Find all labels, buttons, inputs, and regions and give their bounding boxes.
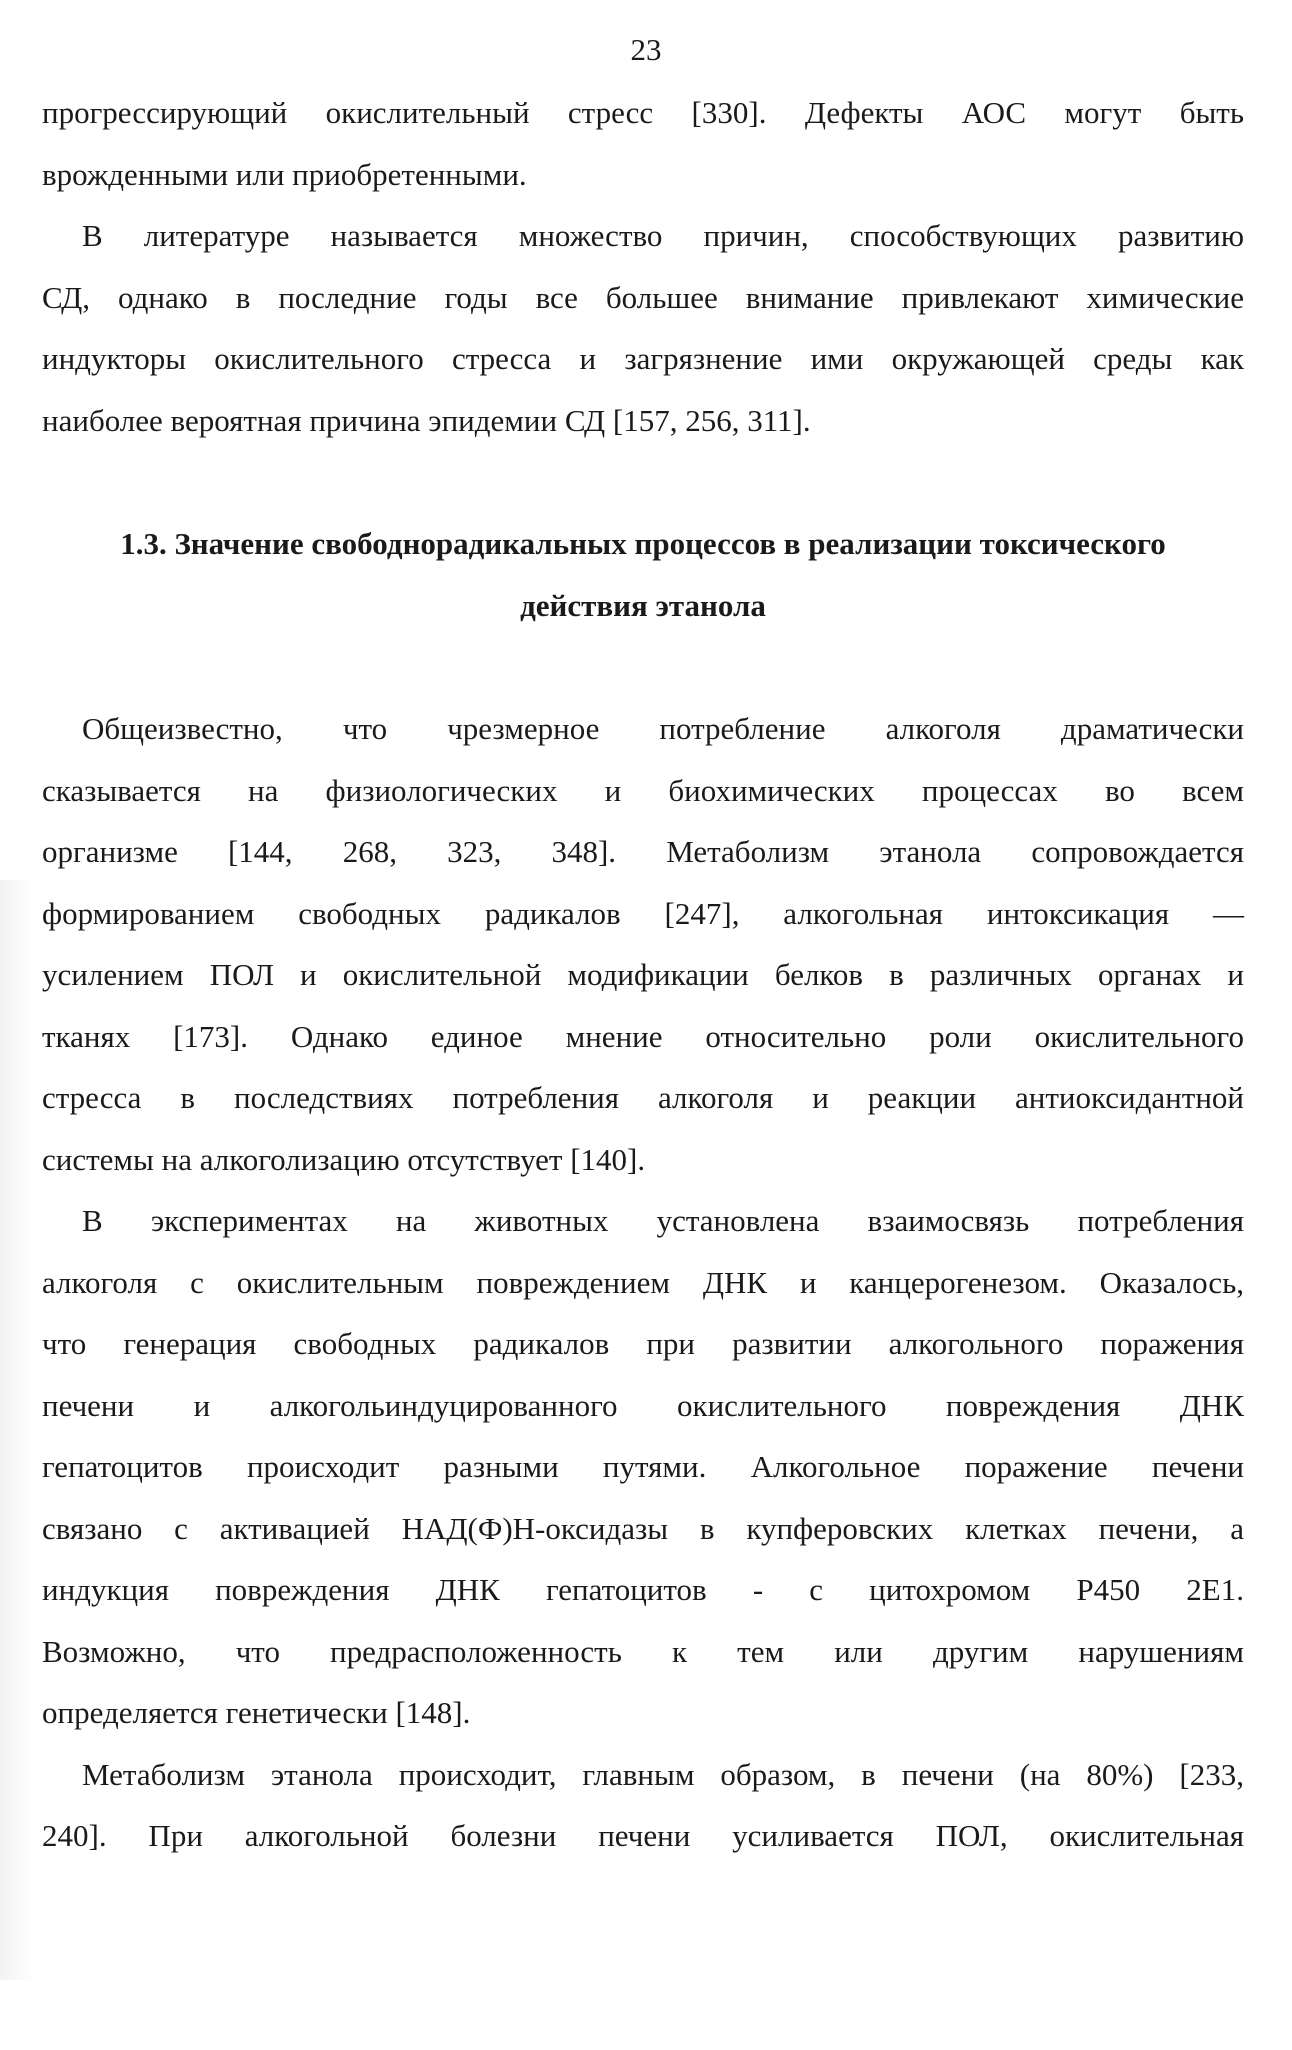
text-line: врожденными или приобретенными. xyxy=(42,156,527,192)
text-line: Общеизвестно, что чрезмерное потребление алкоголя драматически xyxy=(82,711,1244,746)
section-heading xyxy=(42,513,1244,636)
text-line: алкоголя с окислительным повреждением ДНК и канцерогенезом. Оказалось, xyxy=(42,1264,1244,1300)
text-line: Метаболизм этанола происходит, главным образом, в печени (на 80%) [233, xyxy=(82,1756,1244,1792)
spacer xyxy=(42,636,1244,698)
paragraph xyxy=(42,1190,1244,1744)
text-line: Возможно, что предрасположенность к тем или другим нарушениям xyxy=(42,1633,1244,1669)
text-line: формированием свободных радикалов [247], алкогольная интоксикация — xyxy=(42,895,1244,931)
text-line: усилением ПОЛ и окислительной модификации белков в различных органах и xyxy=(42,957,1244,992)
text-line: наиболее вероятная причина эпидемии СД [157, 256, 311]. xyxy=(42,402,811,438)
text-line: организме [144, 268, 323, 348]. Метаболизм этанола сопровождается xyxy=(42,834,1244,869)
text-line: прогрессирующий окислительный стресс [330]. Дефекты АОС могут быть xyxy=(42,95,1244,130)
text-line: сказывается на физиологических и биохимических процессах во всем xyxy=(42,772,1244,808)
paragraph xyxy=(42,205,1244,451)
document-body xyxy=(42,82,1244,1867)
text-line: СД, однако в последние годы все большее внимание привлекают химические xyxy=(42,279,1244,315)
text-line: индукция повреждения ДНК гепатоцитов - с цитохромом Р450 2Е1. xyxy=(42,1572,1244,1607)
page-scan-shadow xyxy=(0,880,34,1980)
text-line: В экспериментах на животных установлена взаимосвязь потребления xyxy=(82,1203,1244,1238)
heading-line: действия этанола xyxy=(520,587,766,623)
heading-line: 1.3. Значение свободнорадикальных процессов в реализации токсического xyxy=(120,526,1166,561)
text-line: печени и алкогольиндуцированного окислительного повреждения ДНК xyxy=(42,1387,1244,1423)
page-number: 23 xyxy=(630,32,662,67)
text-line: определяется генетически [148]. xyxy=(42,1695,471,1730)
text-line: связано с активацией НАД(Ф)Н-оксидазы в купферовских клетках печени, а xyxy=(42,1510,1244,1546)
text-line: гепатоцитов происходит разными путями. Алкогольное поражение печени xyxy=(42,1449,1244,1484)
text-line: что генерация свободных радикалов при развитии алкогольного поражения xyxy=(42,1326,1244,1361)
text-line: тканях [173]. Однако единое мнение относительно роли окислительного xyxy=(42,1018,1244,1054)
paragraph xyxy=(42,1744,1244,1867)
text-line: В литературе называется множество причин, способствующих развитию xyxy=(82,218,1244,253)
paragraph-continuation xyxy=(42,82,1244,205)
spacer xyxy=(42,451,1244,513)
text-line: 240]. При алкогольной болезни печени усиливается ПОЛ, окислительная xyxy=(42,1818,1244,1853)
paragraph xyxy=(42,698,1244,1190)
text-line: системы на алкоголизацию отсутствует [140]. xyxy=(42,1141,646,1177)
text-line: стресса в последствиях потребления алкоголя и реакции антиоксидантной xyxy=(42,1080,1244,1115)
text-line: индукторы окислительного стресса и загрязнение ими окружающей среды как xyxy=(42,341,1244,376)
